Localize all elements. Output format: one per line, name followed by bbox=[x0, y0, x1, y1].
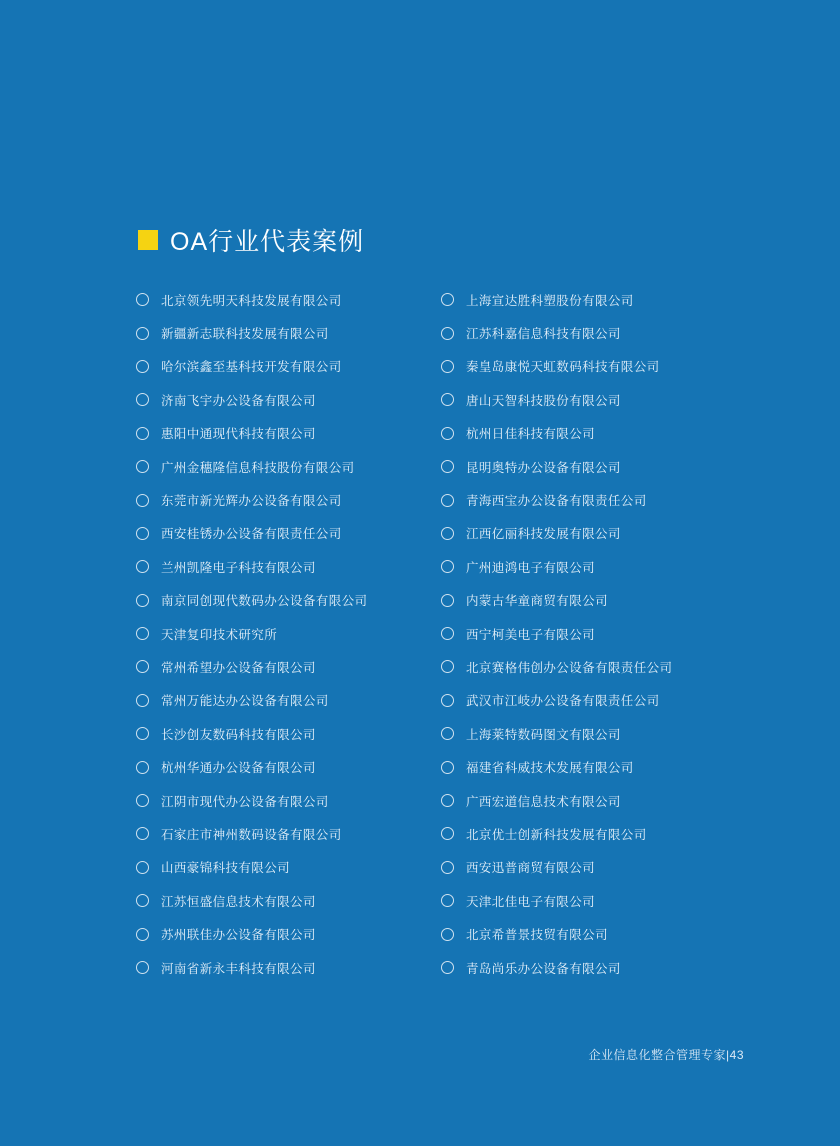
list-item bbox=[441, 517, 746, 550]
circle-bullet-icon bbox=[441, 794, 454, 807]
circle-bullet-icon bbox=[441, 460, 454, 473]
list-item-label: 西安桂锈办公设备有限责任公司 bbox=[161, 527, 342, 542]
circle-bullet-icon bbox=[441, 894, 454, 907]
list-item-label: 广州迪鸿电子有限公司 bbox=[466, 560, 596, 575]
circle-bullet-icon bbox=[136, 961, 149, 974]
circle-bullet-icon bbox=[136, 494, 149, 507]
list-item-label: 青海西宝办公设备有限责任公司 bbox=[466, 494, 647, 509]
list-item bbox=[136, 517, 441, 550]
list-item-label: 江苏恒盛信息技术有限公司 bbox=[161, 894, 316, 909]
list-item bbox=[441, 851, 746, 884]
circle-bullet-icon bbox=[136, 427, 149, 440]
circle-bullet-icon bbox=[136, 393, 149, 406]
list-item bbox=[441, 650, 746, 683]
list-item bbox=[136, 350, 441, 383]
circle-bullet-icon bbox=[136, 360, 149, 373]
circle-bullet-icon bbox=[136, 660, 149, 673]
list-item bbox=[136, 617, 441, 650]
title-marker-icon bbox=[138, 230, 158, 250]
list-item-label: 山西豪锦科技有限公司 bbox=[161, 861, 291, 876]
circle-bullet-icon bbox=[136, 460, 149, 473]
circle-bullet-icon bbox=[441, 694, 454, 707]
list-item-label: 秦皇岛康悦天虹数码科技有限公司 bbox=[466, 360, 660, 375]
list-item-label: 杭州日佳科技有限公司 bbox=[466, 427, 596, 442]
circle-bullet-icon bbox=[441, 393, 454, 406]
list-item-label: 广州金穗隆信息科技股份有限公司 bbox=[161, 460, 355, 475]
list-item-label: 新疆新志联科技发展有限公司 bbox=[161, 327, 329, 342]
list-item bbox=[136, 717, 441, 750]
circle-bullet-icon bbox=[441, 861, 454, 874]
list-item bbox=[136, 450, 441, 483]
list-item bbox=[441, 316, 746, 349]
list-item bbox=[441, 817, 746, 850]
circle-bullet-icon bbox=[441, 327, 454, 340]
list-item bbox=[136, 884, 441, 917]
circle-bullet-icon bbox=[441, 494, 454, 507]
list-item bbox=[441, 383, 746, 416]
list-item-label: 青岛尚乐办公设备有限公司 bbox=[466, 961, 621, 976]
list-item-label: 西安迅普商贸有限公司 bbox=[466, 861, 596, 876]
list-item bbox=[441, 283, 746, 316]
circle-bullet-icon bbox=[136, 627, 149, 640]
list-item bbox=[136, 784, 441, 817]
list-item bbox=[136, 316, 441, 349]
list-item-label: 天津复印技术研究所 bbox=[161, 627, 278, 642]
list-item-label: 内蒙古华童商贸有限公司 bbox=[466, 594, 608, 609]
list-item bbox=[136, 851, 441, 884]
list-item bbox=[136, 417, 441, 450]
list-item bbox=[136, 283, 441, 316]
circle-bullet-icon bbox=[136, 727, 149, 740]
page-title bbox=[138, 222, 364, 258]
circle-bullet-icon bbox=[441, 761, 454, 774]
list-item-label: 北京希普景技贸有限公司 bbox=[466, 928, 608, 943]
list-item-label: 哈尔滨鑫至基科技开发有限公司 bbox=[161, 360, 342, 375]
list-item-label: 惠阳中通现代科技有限公司 bbox=[161, 427, 316, 442]
page-title-text: OA行业代表案例 bbox=[170, 228, 365, 256]
list-item-label: 杭州华通办公设备有限公司 bbox=[161, 761, 316, 776]
list-item-label: 苏州联佳办公设备有限公司 bbox=[161, 928, 316, 943]
list-item-label: 河南省新永丰科技有限公司 bbox=[161, 961, 316, 976]
circle-bullet-icon bbox=[136, 928, 149, 941]
list-item-label: 福建省科威技术发展有限公司 bbox=[466, 761, 634, 776]
circle-bullet-icon bbox=[136, 894, 149, 907]
circle-bullet-icon bbox=[441, 560, 454, 573]
list-item bbox=[136, 750, 441, 783]
circle-bullet-icon bbox=[136, 761, 149, 774]
list-item-label: 济南飞宇办公设备有限公司 bbox=[161, 393, 316, 408]
list-item bbox=[441, 884, 746, 917]
circle-bullet-icon bbox=[441, 961, 454, 974]
list-item bbox=[136, 483, 441, 516]
list-item-label: 长沙创友数码科技有限公司 bbox=[161, 727, 316, 742]
circle-bullet-icon bbox=[441, 360, 454, 373]
list-item bbox=[136, 817, 441, 850]
circle-bullet-icon bbox=[136, 861, 149, 874]
list-item-label: 江西亿丽科技发展有限公司 bbox=[466, 527, 621, 542]
circle-bullet-icon bbox=[441, 928, 454, 941]
circle-bullet-icon bbox=[441, 527, 454, 540]
circle-bullet-icon bbox=[136, 594, 149, 607]
list-item-label: 北京优士创新科技发展有限公司 bbox=[466, 827, 647, 842]
circle-bullet-icon bbox=[136, 560, 149, 573]
list-item-label: 上海宣达胜科塑股份有限公司 bbox=[466, 293, 634, 308]
list-item-label: 西宁柯美电子有限公司 bbox=[466, 627, 596, 642]
list-item-label: 石家庄市神州数码设备有限公司 bbox=[161, 827, 342, 842]
list-item bbox=[136, 650, 441, 683]
circle-bullet-icon bbox=[441, 427, 454, 440]
list-item bbox=[441, 483, 746, 516]
list-item bbox=[441, 684, 746, 717]
circle-bullet-icon bbox=[136, 527, 149, 540]
list-item bbox=[136, 684, 441, 717]
list-item bbox=[136, 383, 441, 416]
list-item bbox=[441, 717, 746, 750]
list-item bbox=[441, 750, 746, 783]
list-item-label: 昆明奥特办公设备有限公司 bbox=[466, 460, 621, 475]
list-item bbox=[441, 951, 746, 984]
list-item-label: 广西宏道信息技术有限公司 bbox=[466, 794, 621, 809]
list-item bbox=[441, 784, 746, 817]
list-item bbox=[441, 550, 746, 583]
circle-bullet-icon bbox=[441, 594, 454, 607]
list-item bbox=[441, 350, 746, 383]
list-item bbox=[136, 584, 441, 617]
list-item-label: 东莞市新光辉办公设备有限公司 bbox=[161, 494, 342, 509]
list-item bbox=[441, 617, 746, 650]
list-item bbox=[441, 417, 746, 450]
case-column-right bbox=[441, 283, 746, 984]
circle-bullet-icon bbox=[441, 627, 454, 640]
list-item bbox=[136, 951, 441, 984]
circle-bullet-icon bbox=[136, 293, 149, 306]
circle-bullet-icon bbox=[136, 327, 149, 340]
list-item-label: 兰州凯隆电子科技有限公司 bbox=[161, 560, 316, 575]
circle-bullet-icon bbox=[441, 727, 454, 740]
list-item-label: 武汉市江岐办公设备有限责任公司 bbox=[466, 694, 660, 709]
list-item bbox=[136, 550, 441, 583]
page-footer: 企业信息化整合管理专家|43 bbox=[588, 1048, 744, 1062]
list-item-label: 北京领先明天科技发展有限公司 bbox=[161, 293, 342, 308]
circle-bullet-icon bbox=[441, 827, 454, 840]
list-item-label: 江阴市现代办公设备有限公司 bbox=[161, 794, 329, 809]
list-item bbox=[136, 917, 441, 950]
list-item-label: 南京同创现代数码办公设备有限公司 bbox=[161, 594, 368, 609]
circle-bullet-icon bbox=[441, 293, 454, 306]
circle-bullet-icon bbox=[136, 794, 149, 807]
circle-bullet-icon bbox=[136, 694, 149, 707]
list-item bbox=[441, 450, 746, 483]
list-item bbox=[441, 917, 746, 950]
list-item bbox=[441, 584, 746, 617]
list-item-label: 常州万能达办公设备有限公司 bbox=[161, 694, 329, 709]
list-item-label: 北京赛格伟创办公设备有限责任公司 bbox=[466, 660, 673, 675]
list-item-label: 唐山天智科技股份有限公司 bbox=[466, 393, 621, 408]
circle-bullet-icon bbox=[441, 660, 454, 673]
list-item-label: 上海莱特数码图文有限公司 bbox=[466, 727, 621, 742]
case-column-left bbox=[136, 283, 441, 984]
list-item-label: 江苏科嘉信息科技有限公司 bbox=[466, 327, 621, 342]
circle-bullet-icon bbox=[136, 827, 149, 840]
case-list bbox=[136, 283, 746, 984]
list-item-label: 常州希望办公设备有限公司 bbox=[161, 660, 316, 675]
list-item-label: 天津北佳电子有限公司 bbox=[466, 894, 596, 909]
